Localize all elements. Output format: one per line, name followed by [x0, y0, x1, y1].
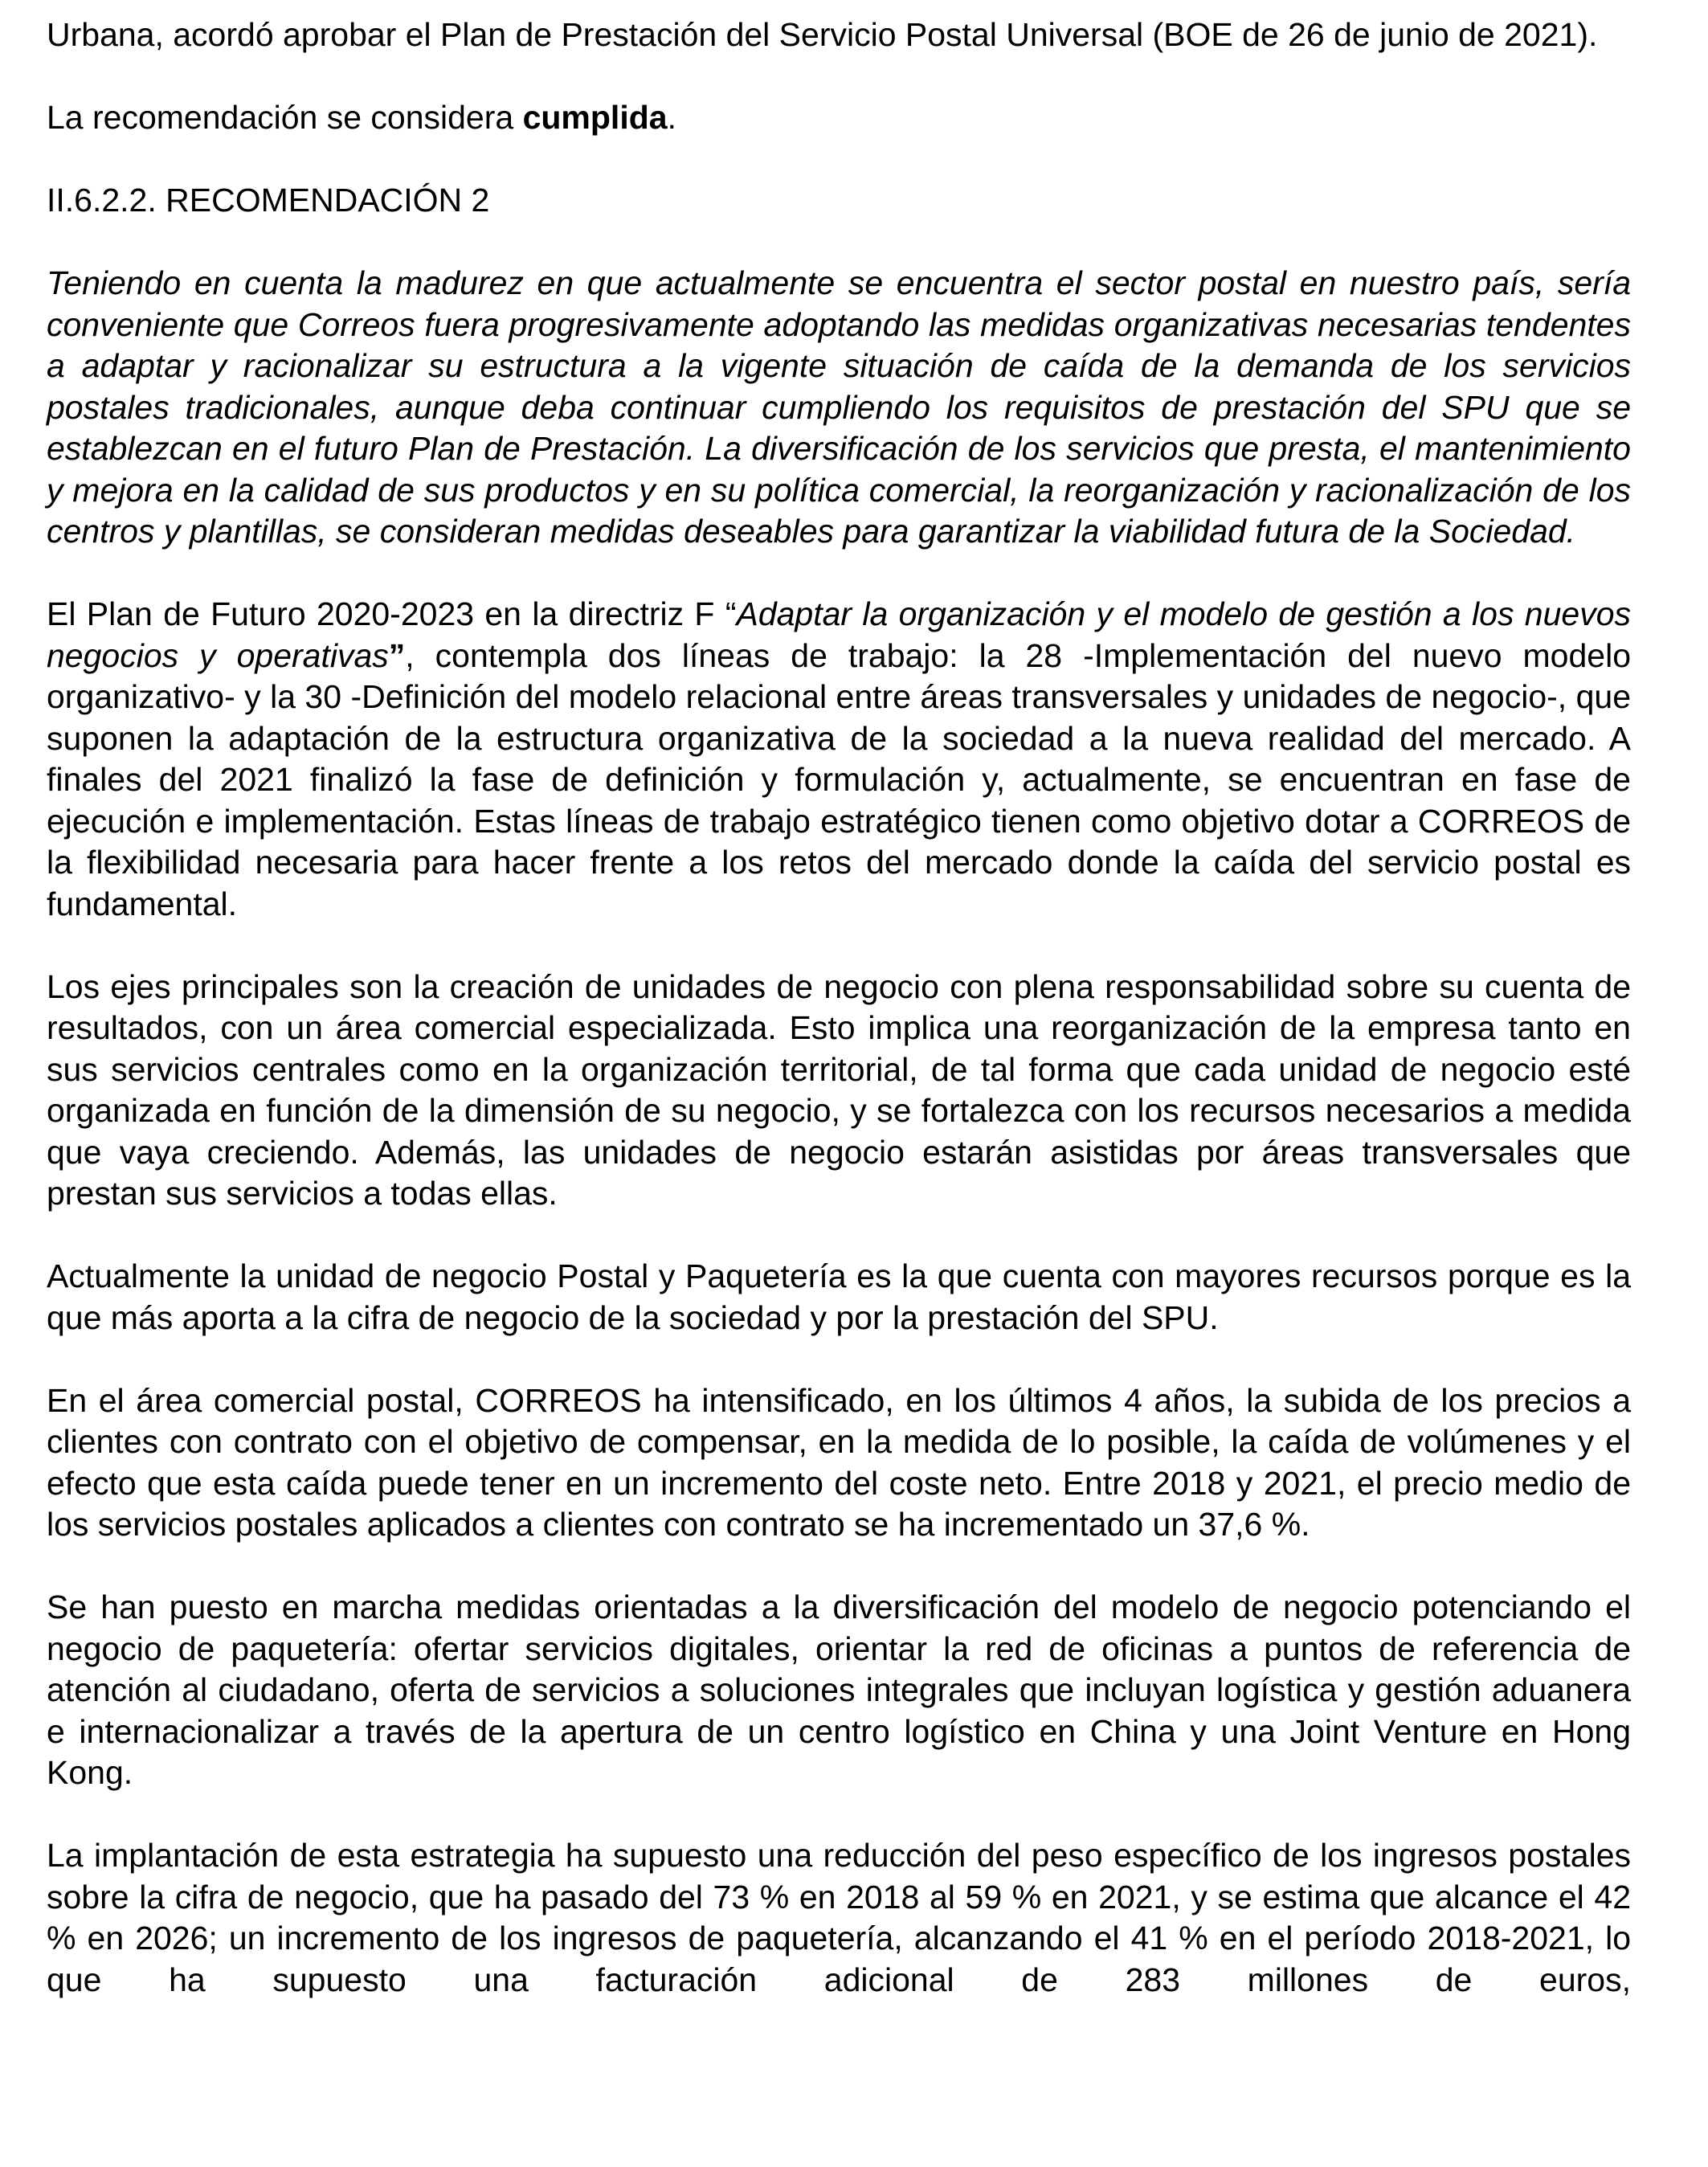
plan-paragraph	[47, 594, 1631, 925]
status-suffix: .	[667, 99, 676, 136]
plan-close-quote: ”	[388, 636, 406, 674]
commercial-area-paragraph: En el área comercial postal, CORREOS ha intensificado, en los últimos 4 años, la subida de los precios a clientes con contrato con el objetivo de compensar, en la medida de lo posible, la caída de volúmenes y el efecto que esta caída puede tener en un incremento del coste neto. Entre 2018 y 2021, el precio medio de los servicios postales aplicados a clientes con contrato se ha incrementado un 37,6 %.	[47, 1381, 1631, 1543]
business-units-paragraph: Los ejes principales son la creación de unidades de negocio con plena responsabilidad sobre su cuenta de resultados, con un área comercial especializada. Esto implica una reorganización de la empresa tanto en sus servicios centrales como en la organización territorial, de tal forma que cada unidad de negocio esté organizada en función de la dimensión de su negocio, y se fortalezca con los recursos necesarios a medida que vaya creciendo. Además, las unidades de negocio estarán asistidas por áreas transversales que prestan sus servicios a todas ellas.	[47, 967, 1631, 1212]
diversification-paragraph: Se han puesto en marcha medidas orientadas a la diversificación del modelo de negocio potenciando el negocio de paquetería: ofertar servicios digitales, orientar la red de oficinas a puntos de referencia de atención al ciudadano, oferta de servicios a soluciones integrales que incluyan logística y gestión aduanera e internacionalizar a través de la apertura de un centro logístico en China y una Joint Venture en Hong Kong.	[47, 1588, 1631, 1791]
plan-rest: , contempla dos líneas de trabajo: la 28 -Implementación del nuevo modelo organizativo- y la 30 -Definición del modelo relacional entre áreas transversales y unidades de negocio-, que suponen la adaptación de la estructura organizativa de la sociedad a la nueva realidad del mercado. A finales del 2021 finalizó la fase de definición y formulación y, actualmente, se encuentran en fase de ejecución e implementación. Estas líneas de trabajo estratégico tienen como objetivo dotar a CORREOS de la flexibilidad necesaria para hacer frente a los retos del mercado donde la caída del servicio postal es fundamental.	[47, 636, 1631, 922]
recommendation-text: Teniendo en cuenta la madurez en que actualmente se encuentra el sector postal en nuestro país, sería conveniente que Correos fuera progresivamente adoptando las medidas organizativas necesarias tendentes a adaptar y racionalizar su estructura a la vigente situación de caída de la demanda de los servicios postales tradicionales, aunque deba continuar cumpliendo los requisitos de prestación del SPU que se establezcan en el futuro Plan de Prestación. La diversificación de los servicios que presta, el mantenimiento y mejora en la calidad de sus productos y en su política comercial, la reorganización y racionalización de los centros y plantillas, se consideran medidas deseables para garantizar la viabilidad futura de la Sociedad.	[47, 264, 1631, 550]
section-heading: II.6.2.2. RECOMENDACIÓN 2	[47, 182, 490, 219]
status-emphasis: cumplida	[522, 99, 668, 136]
status-prefix: La recomendación se considera	[47, 99, 523, 136]
postal-unit-paragraph: Actualmente la unidad de negocio Postal y Paquetería es la que cuenta con mayores recursos porque es la que más aporta a la cifra de negocio de la sociedad y por la prestación del SPU.	[47, 1257, 1631, 1336]
plan-directive-title: Adaptar la organización y el modelo de gestión a los nuevos negocios y operativas	[47, 595, 1631, 674]
status-paragraph	[47, 97, 1631, 139]
strategy-results-paragraph: La implantación de esta estrategia ha supuesto una reducción del peso específico de los ingresos postales sobre la cifra de negocio, que ha pasado del 73 % en 2018 al 59 % en 2021, y se estima que alcance el 42 % en 2026; un incremento de los ingresos de paquetería, alcanzando el 41 % en el período 2018-2021, lo que ha supuesto una facturación adicional de 283 millones de euros,	[47, 1837, 1631, 1998]
plan-lead: El Plan de Futuro 2020-2023 en la directriz F “	[47, 595, 737, 632]
intro-paragraph: Urbana, acordó aprobar el Plan de Prestación del Servicio Postal Universal (BOE de 26 de junio de 2021).	[47, 16, 1598, 53]
